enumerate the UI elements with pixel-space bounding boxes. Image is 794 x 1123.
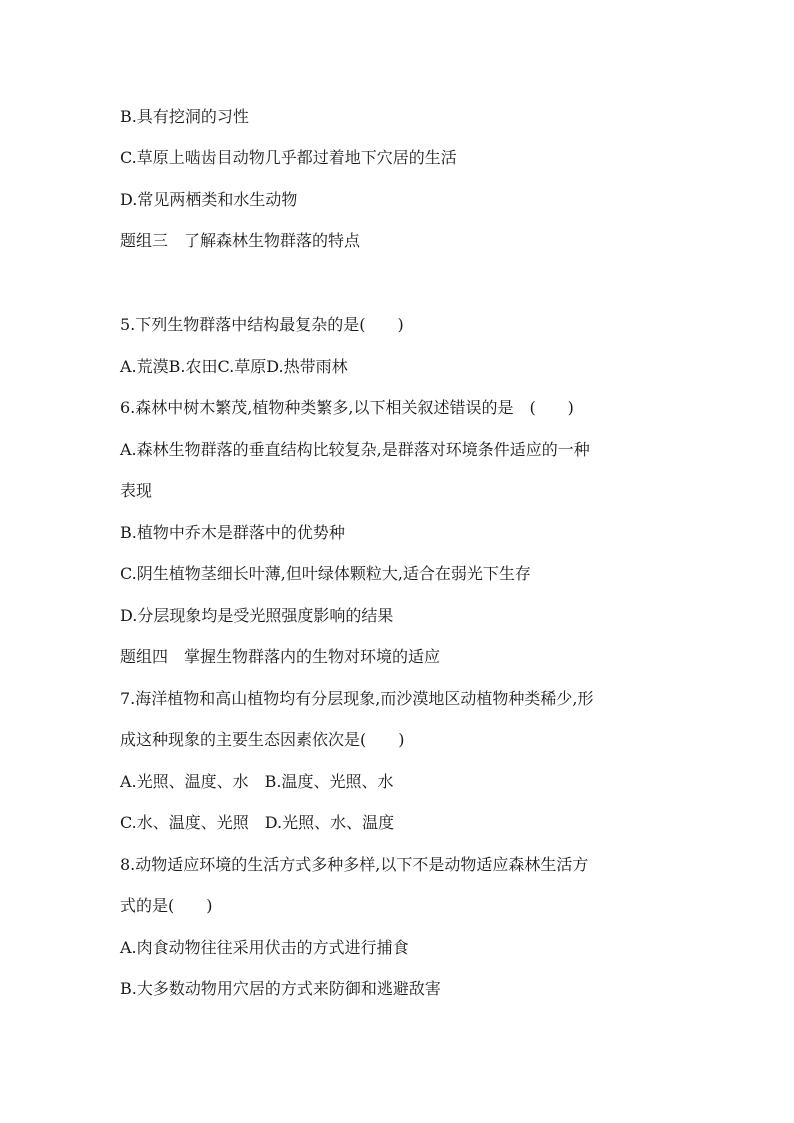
option-d-amphibians: D.常见两栖类和水生动物	[120, 190, 298, 209]
question-7: 7.海洋植物和高山植物均有分层现象,而沙漠地区动植物种类稀少,形	[120, 689, 594, 708]
question-8-option-a: A.肉食动物往往采用伏击的方式进行捕食	[120, 938, 409, 957]
question-5: 5.下列生物群落中结构最复杂的是( )	[120, 315, 404, 334]
question-6-option-d: D.分层现象均是受光照强度影响的结果	[120, 606, 394, 625]
question-7-options-cd: C.水、温度、光照 D.光照、水、温度	[120, 813, 395, 832]
section-heading-3: 题组三 了解森林生物群落的特点	[120, 231, 361, 250]
section-heading-4: 题组四 掌握生物群落内的生物对环境的适应	[120, 647, 441, 666]
question-8-continued: 式的是( )	[120, 896, 213, 915]
question-6-option-b: B.植物中乔木是群落中的优势种	[120, 523, 345, 542]
question-6-option-a: A.森林生物群落的垂直结构比较复杂,是群落对环境条件适应的一种	[120, 440, 590, 459]
question-7-options-ab: A.光照、温度、水 B.温度、光照、水	[120, 772, 394, 791]
question-6-option-c: C.阴生植物茎细长叶薄,但叶绿体颗粒大,适合在弱光下生存	[120, 564, 531, 583]
option-c-rodents: C.草原上啮齿目动物几乎都过着地下穴居的生活	[120, 148, 457, 167]
option-b-burrowing: B.具有挖洞的习性	[120, 107, 249, 126]
question-5-options: A.荒漠B.农田C.草原D.热带雨林	[120, 357, 348, 376]
question-7-continued: 成这种现象的主要生态因素依次是( )	[120, 730, 405, 749]
question-6-option-a-continued: 表现	[120, 481, 153, 500]
question-8: 8.动物适应环境的生活方式多种多样,以下不是动物适应森林生活方	[120, 855, 589, 874]
question-8-option-b: B.大多数动物用穴居的方式来防御和逃避敌害	[120, 979, 441, 998]
question-6: 6.森林中树木繁茂,植物种类繁多,以下相关叙述错误的是 ( )	[120, 398, 574, 417]
